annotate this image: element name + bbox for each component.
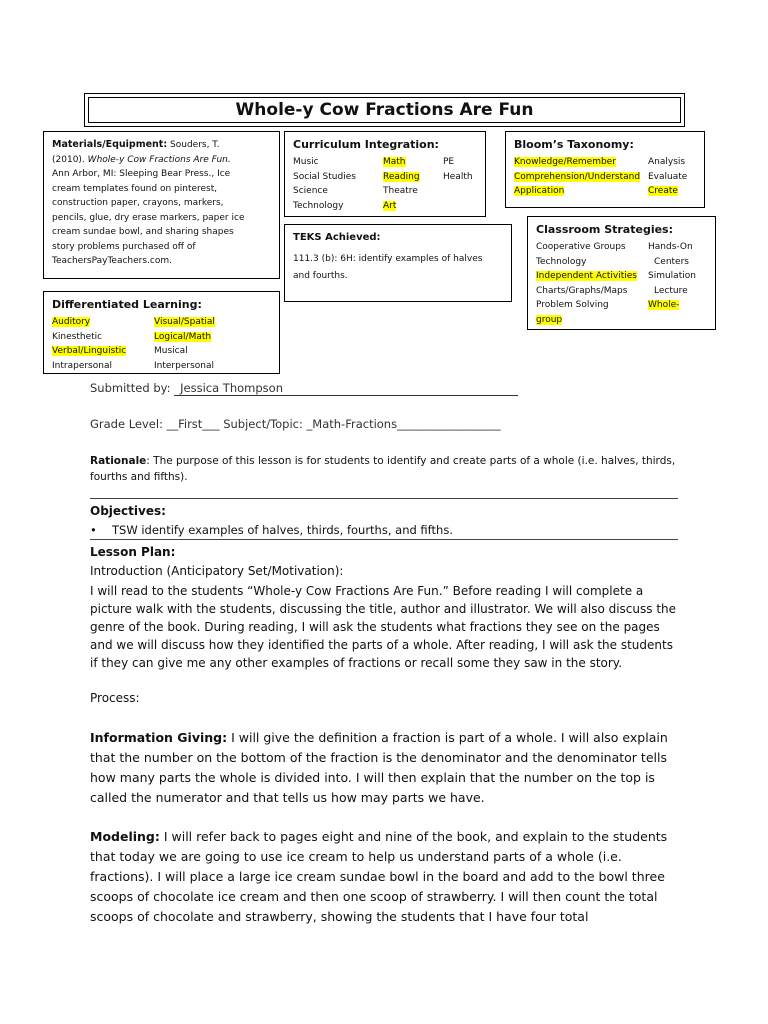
- strategies-item: Independent Activities: [536, 271, 637, 281]
- grade-subject-line: Grade Level: __First___ Subject/Topic: _Math-Fractions__________________: [90, 417, 501, 431]
- title-box: [84, 93, 685, 127]
- materials-line: Ann Arbor, MI: Sleeping Bear Press., Ice: [52, 169, 231, 179]
- curriculum-item: Science: [293, 186, 328, 196]
- information-giving-label: Information Giving:: [90, 730, 228, 745]
- blooms-item: Analysis: [648, 157, 686, 167]
- curriculum-item: Reading: [383, 171, 420, 182]
- process-label: Process:: [90, 691, 140, 705]
- curriculum-item: Art: [383, 200, 397, 211]
- lesson-plan-heading: Lesson Plan:: [90, 545, 176, 559]
- strategies-item: Lecture: [654, 285, 688, 296]
- intro-paragraph: I will read to the students “Whole-y Cow Fractions Are Fun.” Before reading I will complete a picture walk with the students, discussing the title, author and illustrator. We will also discuss the genre of the book. During reading, I will ask the students what fractions they see on the pages and we will discuss how they identified the parts of a whole. After reading, I will ask the students if they can give me any other examples of fractions or recall some they saw in the story.: [90, 584, 677, 670]
- strategies-heading: Classroom Strategies:: [536, 223, 673, 236]
- strategies-item: Problem Solving: [536, 300, 609, 310]
- differentiated-item: Visual/Spatial: [154, 317, 215, 327]
- strategies-item: Hands-On: [648, 242, 693, 252]
- curriculum-box: [284, 131, 486, 217]
- strategies-item: group: [536, 314, 563, 325]
- materials-line: (2010).: [52, 154, 85, 165]
- rationale-label: Rationale: [90, 455, 147, 467]
- materials-heading: Materials/Equipment:: [52, 139, 168, 150]
- differentiated-item: Auditory: [52, 317, 91, 327]
- information-giving-paragraph: [90, 728, 680, 808]
- differentiated-item: Logical/Math: [154, 331, 212, 342]
- information-giving-text: I will give the definition a fraction is part of a whole. I will also explain that the number on the bottom of the fraction is the denominator and the denominator tells how many parts the whole is divided into. I will then explain that the number on the top is called the numerator and that tells us how may parts we have.: [90, 730, 668, 805]
- differentiated-box: [43, 291, 280, 374]
- modeling-label: Modeling:: [90, 829, 160, 844]
- differentiated-item: Musical: [154, 346, 188, 356]
- curriculum-item: Health: [443, 171, 473, 182]
- divider: [90, 498, 678, 499]
- teks-line: and fourths.: [293, 271, 348, 281]
- curriculum-item: PE: [443, 157, 455, 167]
- curriculum-item: Math: [383, 157, 406, 167]
- intro-label: Introduction (Anticipatory Set/Motivation):: [90, 564, 344, 578]
- blooms-item: Evaluate: [648, 171, 688, 182]
- curriculum-item: Technology: [293, 200, 344, 211]
- objective-text: TSW identify examples of halves, thirds, fourths, and fifths.: [112, 523, 453, 537]
- strategies-item: Centers: [654, 256, 689, 267]
- strategies-box: [527, 216, 716, 330]
- blooms-box: [505, 131, 705, 208]
- modeling-text: I will refer back to pages eight and nine of the book, and explain to the students that today we are going to use ice cream to help us understand parts of a whole (i.e. fractions). I will place a large ice cream sundae bowl in the board and add to the bowl three scoops of chocolate ice cream and then one scoop of strawberry. I will then count the total scoops of chocolate and strawberry, showing the students that I have four total: [90, 829, 668, 924]
- materials-line: story problems purchased off of: [52, 241, 196, 252]
- blooms-item: Create: [648, 186, 678, 196]
- divider: [90, 539, 678, 540]
- differentiated-item: Interpersonal: [154, 360, 214, 371]
- materials-line: pencils, glue, dry erase markers, paper ice: [52, 212, 245, 223]
- blooms-item: Comprehension/Understand: [514, 171, 641, 182]
- blooms-item: Application: [514, 186, 565, 196]
- curriculum-item: Music: [293, 157, 319, 167]
- strategies-item: Cooperative Groups: [536, 242, 626, 252]
- materials-book-title: Whole-y Cow Fractions Are Fun.: [87, 154, 231, 165]
- differentiated-item: Intrapersonal: [52, 360, 112, 371]
- teks-box: [284, 224, 512, 302]
- rationale-text: : The purpose of this lesson is for students to identify and create parts of a whole (i.e. halves, thirds, fourths and fifths).: [90, 455, 676, 483]
- teks-line: 111.3 (b): 6H: identify examples of halves: [293, 254, 483, 264]
- materials-box: [43, 131, 280, 279]
- objective-item: • TSW identify examples of halves, thirds, fourths, and fifths.: [90, 523, 453, 537]
- materials-line: cream templates found on pinterest,: [52, 183, 218, 194]
- differentiated-item: Kinesthetic: [52, 331, 103, 342]
- page-title: Whole-y Cow Fractions Are Fun: [235, 100, 534, 120]
- strategies-item: Whole-: [648, 300, 680, 310]
- teks-heading: TEKS Achieved:: [293, 232, 381, 243]
- submitted-line: [90, 381, 518, 396]
- submitted-name: Jessica Thompson: [174, 381, 518, 396]
- blooms-heading: Bloom’s Taxonomy:: [514, 138, 634, 151]
- submitted-label: Submitted by:: [90, 381, 171, 395]
- modeling-paragraph: [90, 827, 680, 927]
- materials-line: construction paper, crayons, markers,: [52, 198, 224, 208]
- curriculum-heading: Curriculum Integration:: [293, 138, 439, 151]
- differentiated-heading: Differentiated Learning:: [52, 298, 202, 311]
- curriculum-item: Theatre: [383, 186, 418, 196]
- strategies-item: Charts/Graphs/Maps: [536, 285, 628, 296]
- strategies-item: Technology: [536, 256, 587, 267]
- materials-line: TeachersPayTeachers.com.: [52, 256, 173, 266]
- materials-line: Souders, T.: [170, 140, 220, 150]
- blooms-item: Knowledge/Remember: [514, 157, 616, 167]
- objectives-heading: Objectives:: [90, 504, 166, 518]
- strategies-item: Simulation: [648, 271, 696, 281]
- curriculum-item: Social Studies: [293, 171, 356, 182]
- materials-line: cream sundae bowl, and sharing shapes: [52, 227, 234, 237]
- rationale: [90, 453, 680, 485]
- differentiated-item: Verbal/Linguistic: [52, 346, 127, 356]
